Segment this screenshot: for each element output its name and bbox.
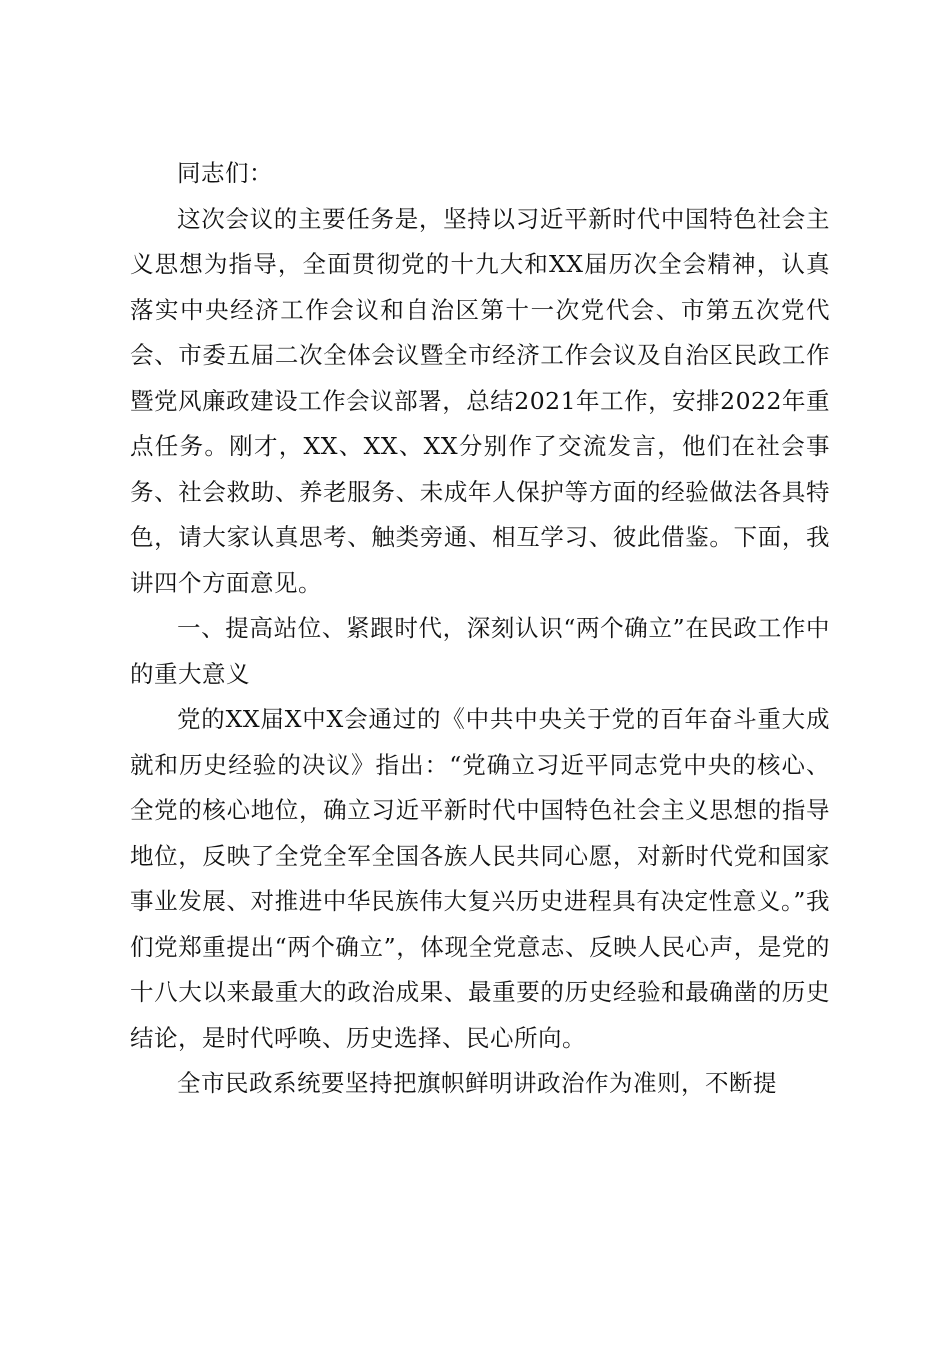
paragraph-civil-affairs: 全市民政系统要坚持把旗帜鲜明讲政治作为准则，不断提 [177,1069,777,1097]
section-heading-1: 一、提高站位、紧跟时代，深刻认识“两个确立”在民政工作中的重大意义 [130,614,830,688]
document-body [130,151,830,1107]
paragraph-resolution: 党的XX届X中X会通过的《中共中央关于党的百年奋斗重大成就和历史经验的决议》指出：“党确立习近平同志党中央的核心、全党的核心地位，确立习近平新时代中国特色社会主义思想的指导地位，反映了全党全军全国各族人民共同心愿，对新时代党和国家事业发展、对推进中华民族伟大复兴历史进程具有决定性意义。”我们党郑重提出“两个确立”，体现全党意志、反映人民心声，是党的十八大以来最重大的政治成果、最重要的历史经验和最确凿的历史结论，是时代呼唤、历史选择、民心所向。 [130,705,830,1052]
paragraph-meeting-task: 这次会议的主要任务是，坚持以习近平新时代中国特色社会主义思想为指导，全面贯彻党的十九大和XX届历次全会精神，认真落实中央经济工作会议和自治区第十一次党代会、市第五次党代会、市委五届二次全体会议暨全市经济工作会议及自治区民政工作暨党风廉政建设工作会议部署，总结2021年工作，安排2022年重点任务。刚才，XX、XX、XX分别作了交流发言，他们在社会事务、社会救助、养老服务、未成年人保护等方面的经验做法各具特色，请大家认真思考、触类旁通、相互学习、彼此借鉴。下面，我讲四个方面意见。 [130,204,830,597]
salutation: 同志们： [177,159,273,187]
